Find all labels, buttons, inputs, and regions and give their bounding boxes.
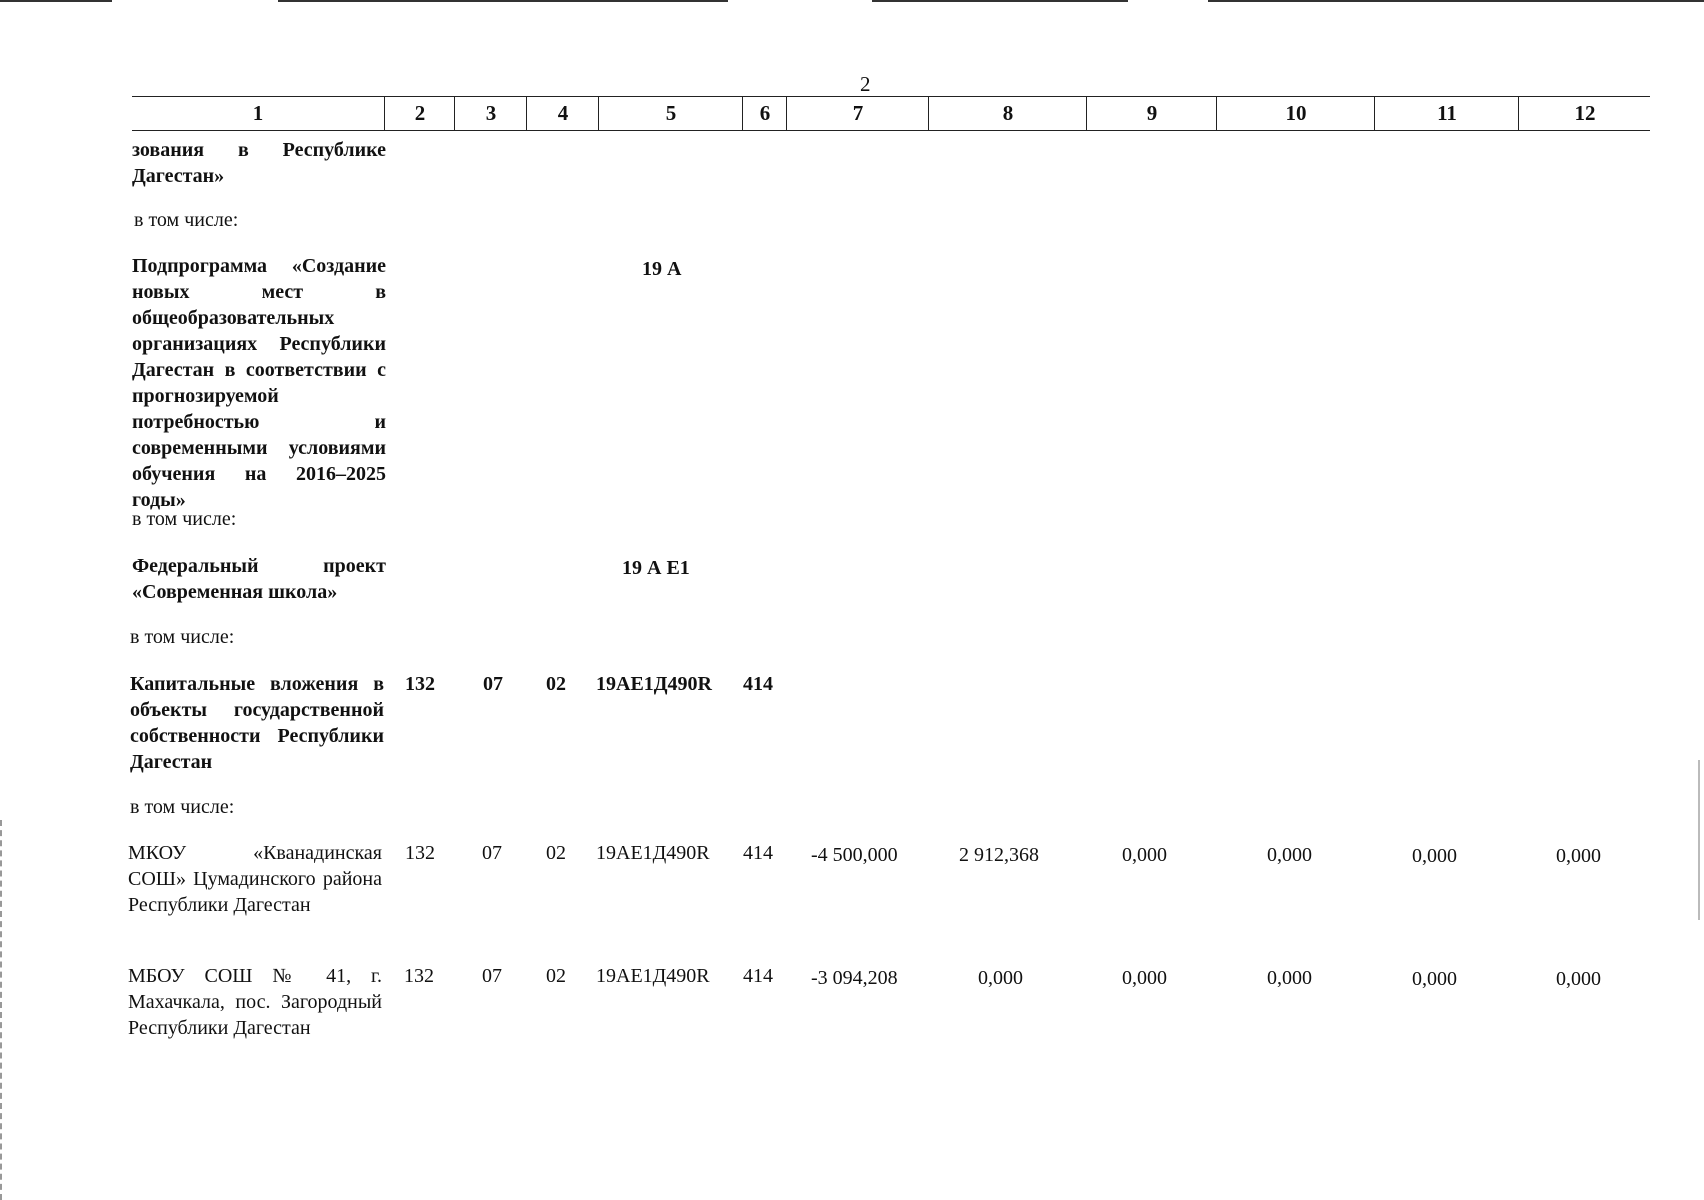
scan-edge-mark [872, 0, 1128, 2]
scan-edge-mark [278, 0, 728, 2]
row-col6: 414 [743, 673, 773, 695]
row-col11: 0,000 [1412, 968, 1457, 990]
header-col-5: 5 [598, 96, 743, 130]
header-col-7: 7 [786, 96, 929, 130]
row-col12: 0,000 [1556, 845, 1601, 867]
row-col8: 2 912,368 [959, 844, 1039, 866]
row-label: в том числе: [132, 508, 237, 530]
header-col-9: 9 [1086, 96, 1217, 130]
row-col11: 0,000 [1412, 845, 1457, 867]
row-col7: -4 500,000 [811, 844, 898, 866]
row-col4: 02 [546, 673, 566, 695]
row-col2: 132 [405, 842, 435, 864]
row-description: Капитальные вложения в объекты государственной собственности Республики Дагестан [130, 673, 384, 773]
row-col4: 02 [546, 842, 566, 864]
row-label: в том числе: [134, 209, 239, 231]
row-col12: 0,000 [1556, 968, 1601, 990]
row-col3: 07 [482, 842, 502, 864]
row-label: в том числе: [130, 796, 235, 818]
row-label: в том числе: [130, 626, 235, 648]
header-col-4: 4 [526, 96, 599, 130]
row-col2: 132 [405, 673, 435, 695]
row-col6: 414 [743, 842, 773, 864]
header-col-11: 11 [1374, 96, 1519, 130]
row-col3: 07 [482, 965, 502, 987]
header-col-12: 12 [1518, 96, 1651, 130]
row-col3: 07 [483, 673, 503, 695]
row-col5: 19 А [642, 258, 682, 280]
row-col5: 19АЕ1Д490R [596, 965, 710, 987]
header-col-6: 6 [742, 96, 787, 130]
row-description: МБОУ СОШ № 41, г. Махачкала, пос. Загородный Республики Дагестан [128, 965, 382, 1039]
row-col10: 0,000 [1267, 967, 1312, 989]
row-col4: 02 [546, 965, 566, 987]
scan-edge-mark [0, 820, 4, 1200]
scan-edge-mark [1208, 0, 1704, 2]
row-description: Федеральный проект «Современная школа» [132, 555, 386, 603]
row-col5: 19 А Е1 [622, 557, 690, 579]
header-col-3: 3 [454, 96, 527, 130]
page-number: 2 [860, 72, 871, 96]
row-description: Подпрограмма «Создание новых мест в общеобразовательных организациях Республики Дагестан в соответствии с прогнозируемой потребностью и современными условиями обучения на 2016–2025 годы» [132, 255, 386, 511]
row-description: МКОУ «Кванадинская СОШ» Цумадинского района Республики Дагестан [128, 842, 382, 916]
row-col7: -3 094,208 [811, 967, 898, 989]
row-col9: 0,000 [1122, 844, 1167, 866]
row-col5: 19АЕ1Д490R [596, 673, 712, 695]
header-col-1: 1 [252, 100, 264, 125]
header-col-10: 10 [1216, 96, 1375, 130]
scan-edge-mark [1698, 760, 1702, 920]
row-col5: 19АЕ1Д490R [596, 842, 710, 864]
header-bottom-rule [132, 130, 1650, 131]
row-col6: 414 [743, 965, 773, 987]
row-description: зования в Республике Дагестан» [132, 139, 386, 187]
row-col2: 132 [404, 965, 434, 987]
row-col8: 0,000 [978, 967, 1023, 989]
row-col9: 0,000 [1122, 967, 1167, 989]
header-col-8: 8 [928, 96, 1087, 130]
scan-edge-mark [0, 0, 112, 2]
row-col10: 0,000 [1267, 844, 1312, 866]
header-col-2: 2 [384, 96, 455, 130]
